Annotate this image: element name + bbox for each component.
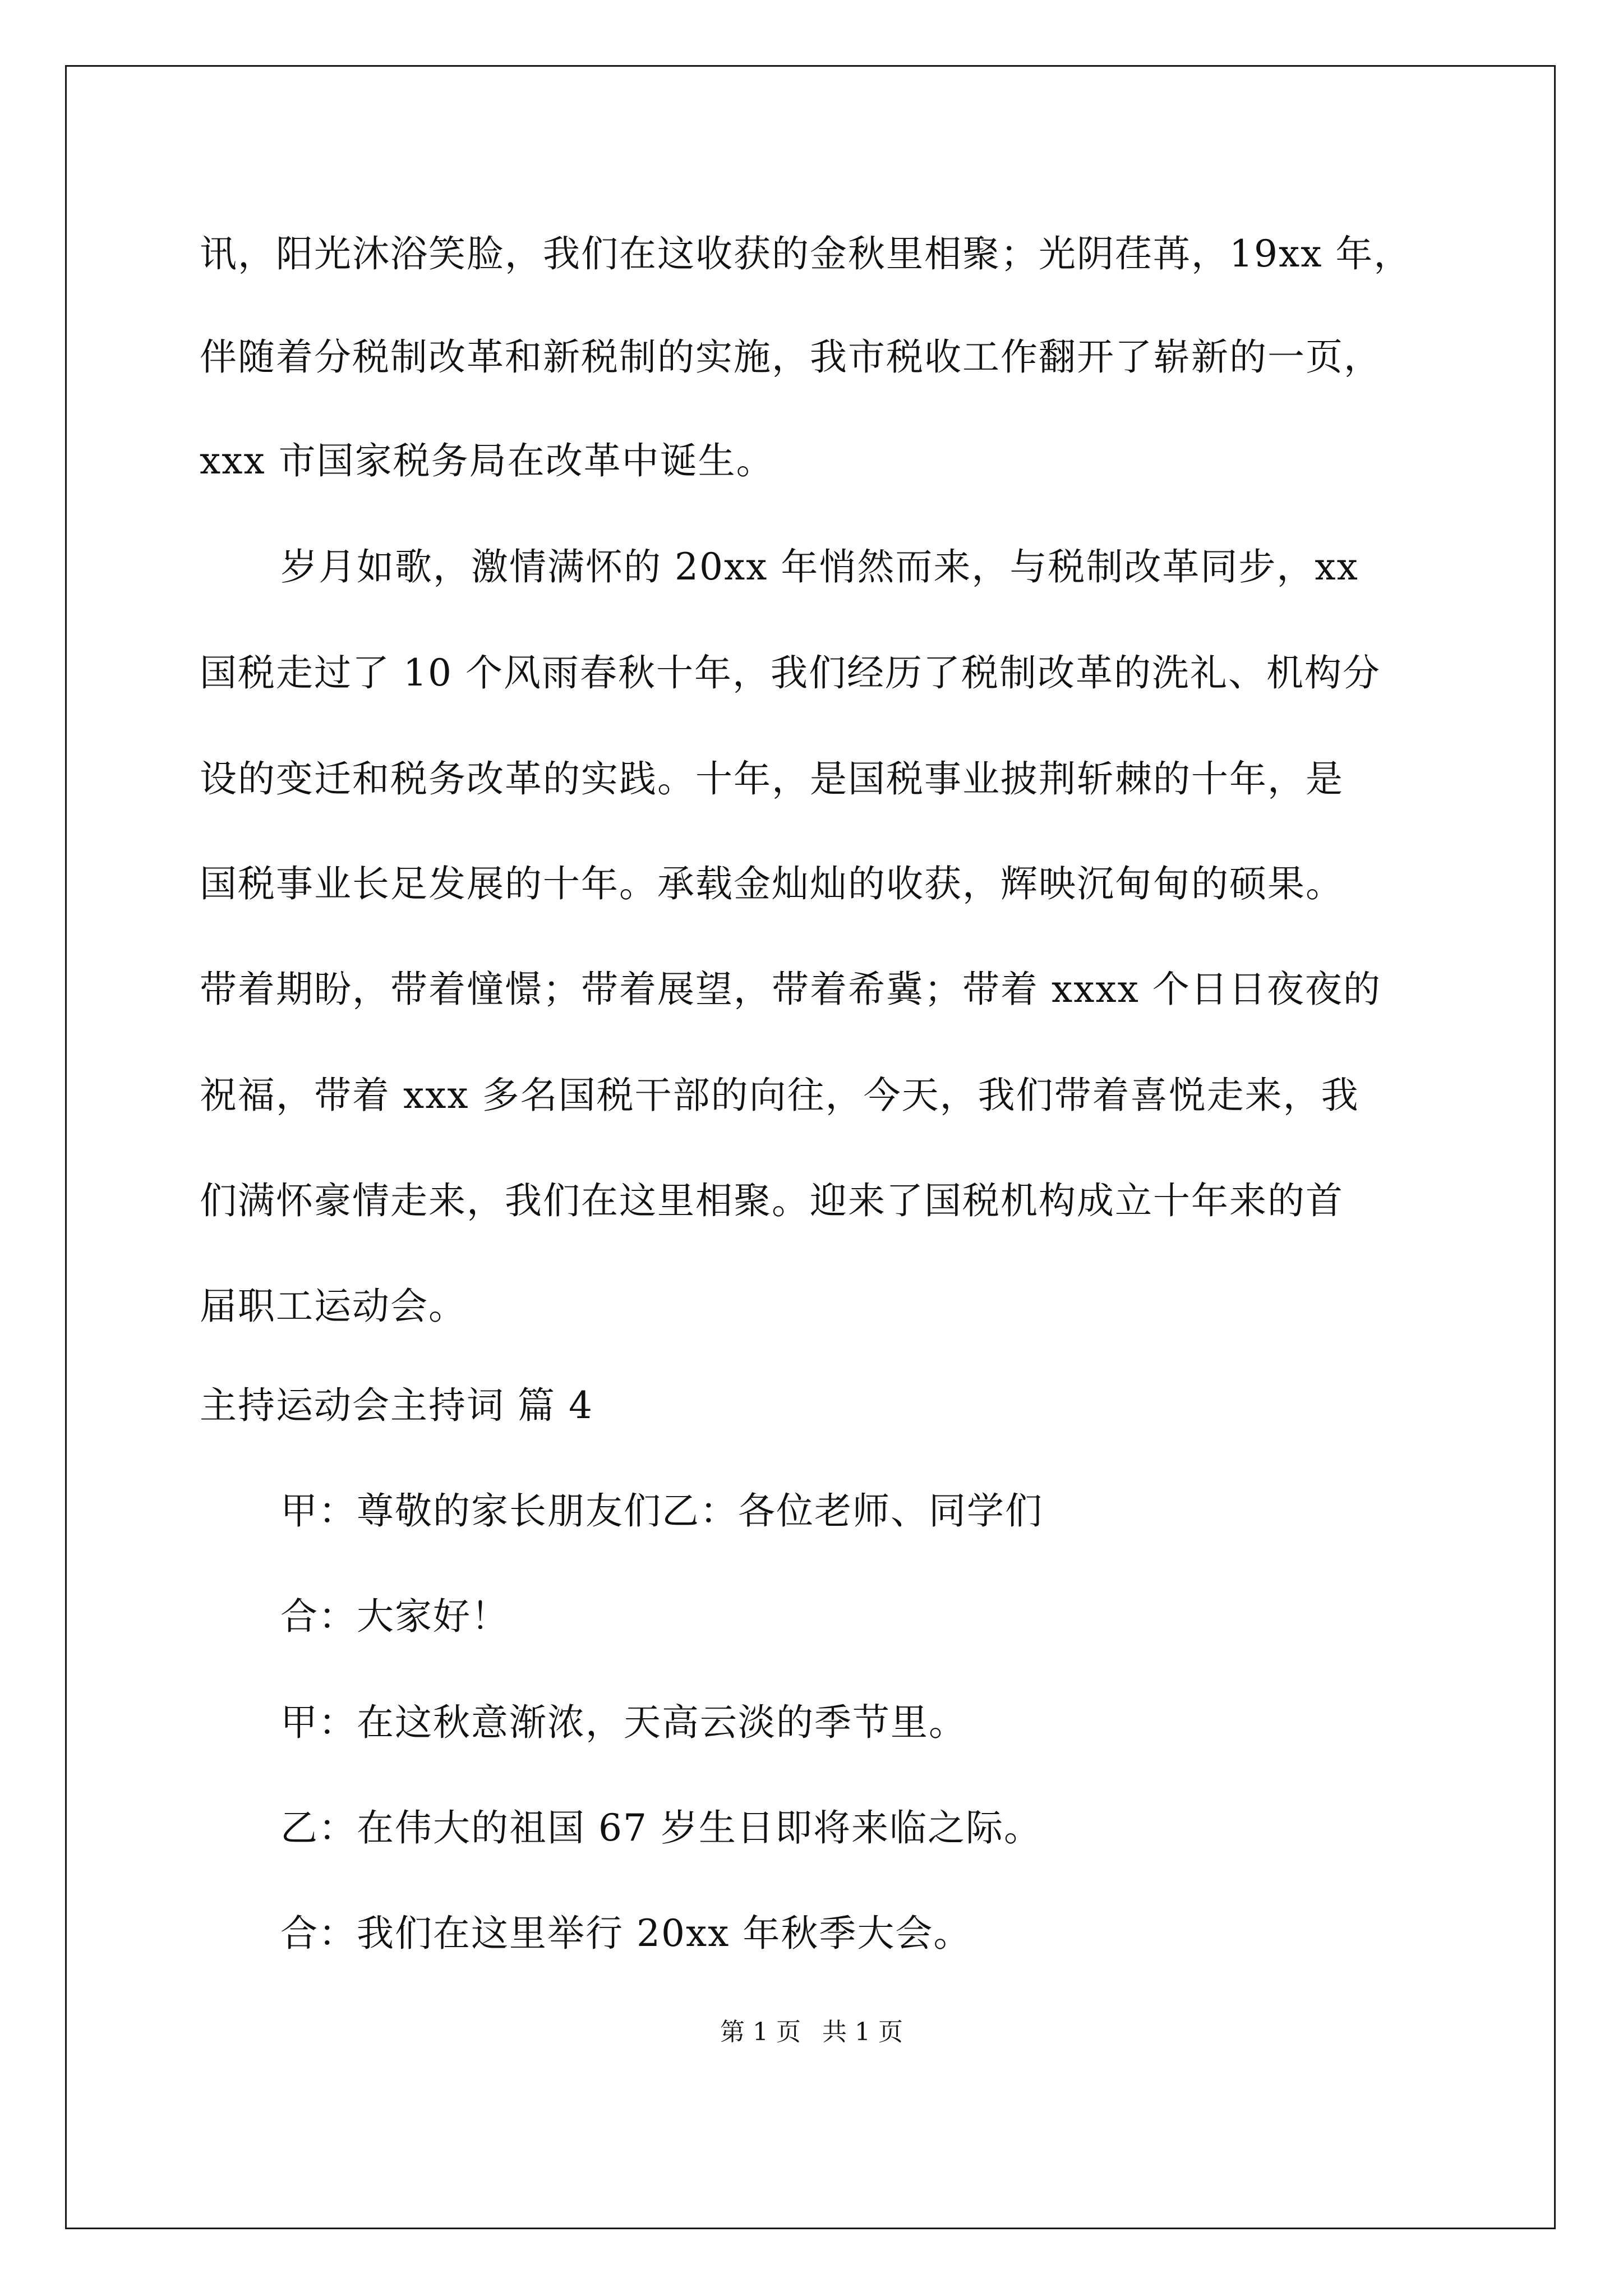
body-line-6: 设的变迁和税务改革的实践。十年，是国税事业披荆斩棘的十年，是 <box>200 757 1344 800</box>
page-number-total: 共 1 页 <box>822 2018 903 2046</box>
body-line-10: 们满怀豪情走来，我们在这里相聚。迎来了国税机构成立十年来的首 <box>200 1179 1344 1222</box>
page-frame <box>65 65 1556 2229</box>
body-line-9: 祝福，带着 xxx 多名国税干部的向往，今天，我们带着喜悦走来，我 <box>200 1074 1359 1117</box>
body-line-3: xxx 市国家税务局在改革中诞生。 <box>200 439 774 482</box>
body-line-2: 伴随着分税制改革和新税制的实施，我市税收工作翻开了崭新的一页， <box>200 335 1382 379</box>
page-number-current: 第 1 页 <box>720 2018 801 2046</box>
page-footer <box>0 2017 1623 2048</box>
dialogue-line-4: 乙：在伟大的祖国 67 岁生日即将来临之际。 <box>280 1806 1042 1849</box>
dialogue-line-5: 合：我们在这里举行 20xx 年秋季大会。 <box>280 1912 972 1955</box>
section-heading: 主持运动会主持词 篇 4 <box>200 1384 593 1427</box>
body-line-8: 带着期盼，带着憧憬；带着展望，带着希冀；带着 xxxx 个日日夜夜的 <box>200 968 1381 1011</box>
dialogue-line-2: 合：大家好！ <box>280 1595 509 1638</box>
body-line-4: 岁月如歌，激情满怀的 20xx 年悄然而来，与税制改革同步，xx <box>280 545 1359 588</box>
body-line-1: 讯，阳光沐浴笑脸，我们在这收获的金秋里相聚；光阴荏苒，19xx 年， <box>200 232 1412 275</box>
body-line-5: 国税走过了 10 个风雨春秋十年，我们经历了税制改革的洗礼、机构分 <box>200 651 1381 694</box>
dialogue-line-1: 甲：尊敬的家长朋友们乙：各位老师、同学们 <box>280 1489 1043 1533</box>
body-line-7: 国税事业长足发展的十年。承载金灿灿的收获，辉映沉甸甸的硕果。 <box>200 862 1344 905</box>
body-line-11: 届职工运动会。 <box>200 1285 467 1328</box>
dialogue-line-3: 甲：在这秋意渐浓，天高云淡的季节里。 <box>280 1701 967 1744</box>
